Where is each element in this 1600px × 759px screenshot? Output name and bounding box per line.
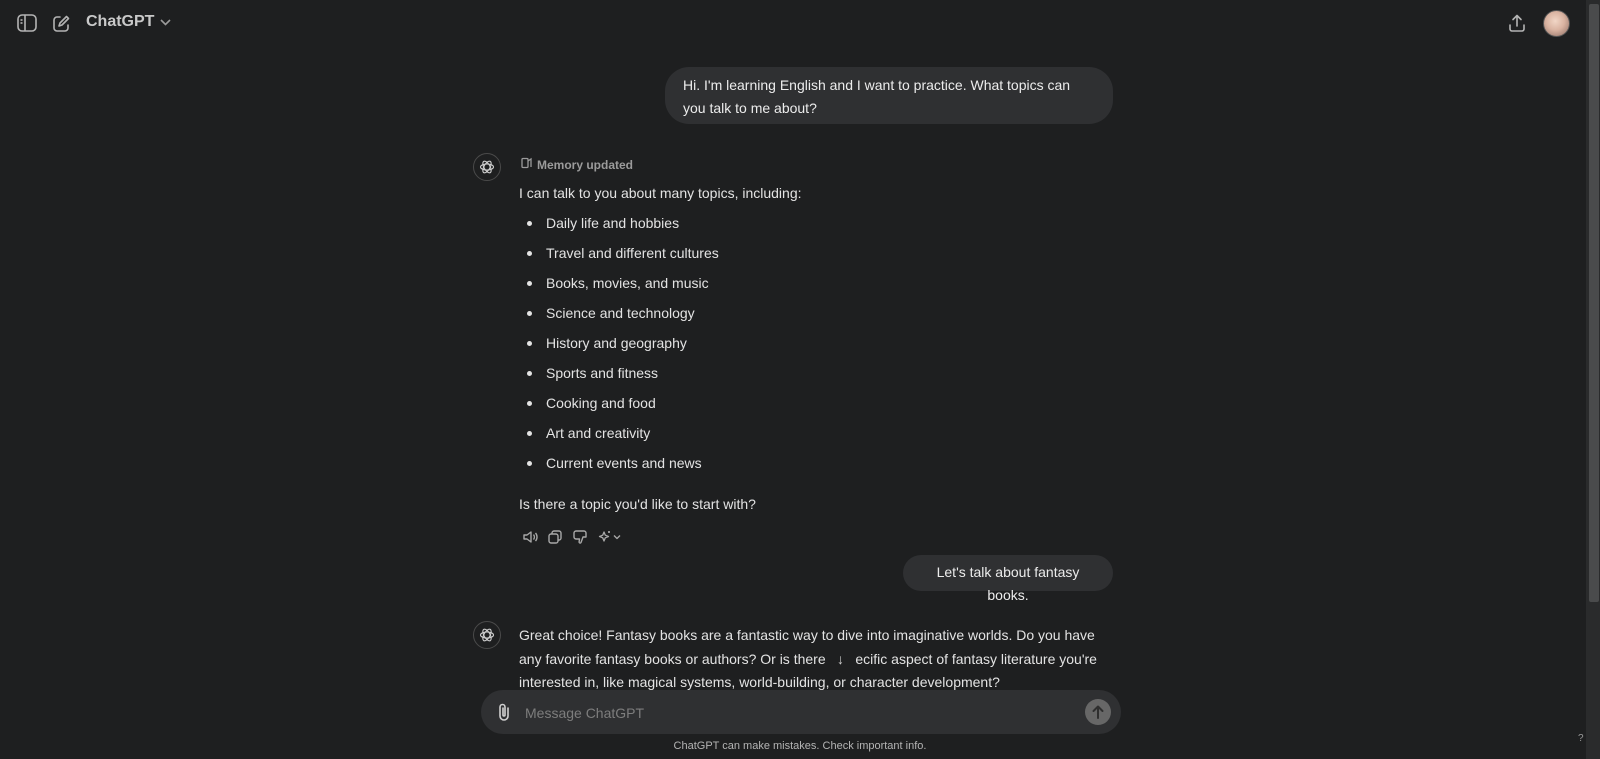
list-item: Daily life and hobbies	[519, 210, 719, 240]
memory-icon	[521, 157, 532, 172]
list-item: Cooking and food	[519, 390, 719, 420]
topic-list	[519, 210, 719, 480]
bot-reply-text	[519, 624, 1109, 695]
list-item: Science and technology	[519, 300, 719, 330]
paperclip-icon[interactable]	[494, 701, 514, 723]
list-item: History and geography	[519, 330, 719, 360]
message-composer	[481, 690, 1121, 734]
message-actions	[522, 528, 623, 546]
user-message	[665, 67, 1113, 124]
user-message-text: Hi. I'm learning English and I want to practice. What topics can you talk to me about?	[683, 77, 1071, 116]
bot-intro-text: I can talk to you about many topics, including:	[519, 185, 802, 201]
read-aloud-icon[interactable]	[522, 528, 538, 546]
scrollbar-thumb[interactable]	[1589, 4, 1599, 602]
bot-reply-part: ecific aspect of fantasy literature you're interested in, like magical systems, world-building, or character development?	[519, 650, 1097, 690]
message-input[interactable]	[523, 700, 1067, 726]
list-item: Sports and fitness	[519, 360, 719, 390]
list-item: Current events and news	[519, 450, 719, 480]
bot-reply-part: Great choice! Fantasy books are a fantastic way to dive into imaginative worlds. Do you have any favorite fantasy books or authors? Or is there	[519, 627, 1095, 667]
chatgpt-logo-icon	[473, 621, 501, 649]
new-chat-icon[interactable]	[49, 11, 73, 35]
disclaimer-text: ChatGPT can make mistakes. Check important info.	[673, 740, 927, 752]
user-message	[903, 555, 1113, 603]
model-selector[interactable]	[86, 13, 171, 31]
regenerate-model-icon[interactable]	[597, 528, 623, 546]
bot-question-text: Is there a topic you'd like to start with?	[519, 496, 756, 512]
top-bar	[0, 0, 1584, 48]
avatar[interactable]	[1543, 10, 1570, 37]
chatgpt-logo-icon	[473, 153, 501, 181]
copy-icon[interactable]	[547, 528, 563, 546]
send-button[interactable]	[1085, 699, 1111, 725]
chevron-down-icon	[160, 13, 171, 31]
memory-label: Memory updated	[537, 157, 634, 172]
list-item: Art and creativity	[519, 420, 719, 450]
user-message-text: Let's talk about fantasy books.	[936, 564, 1080, 603]
sidebar-toggle-icon[interactable]	[15, 11, 39, 35]
memory-updated-indicator[interactable]	[521, 157, 633, 172]
model-name: ChatGPT	[86, 13, 155, 30]
thumbs-down-icon[interactable]	[572, 528, 588, 546]
share-icon[interactable]	[1505, 11, 1529, 35]
list-item: Travel and different cultures	[519, 240, 719, 270]
list-item: Books, movies, and music	[519, 270, 719, 300]
scroll-down-arrow-icon[interactable]: ↓	[837, 650, 844, 667]
help-button[interactable]: ?	[1578, 733, 1584, 744]
